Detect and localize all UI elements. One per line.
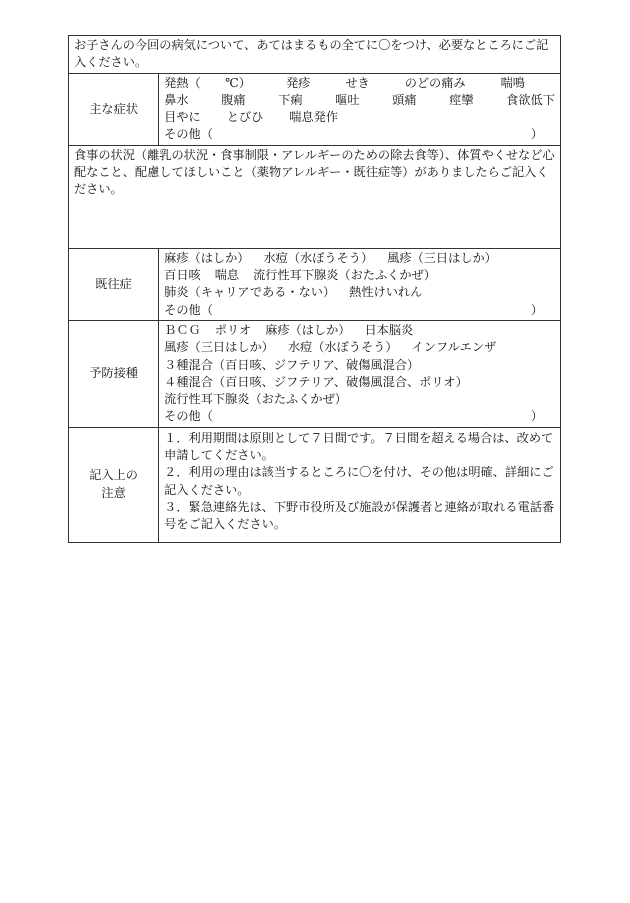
history-line-2 [164, 267, 555, 284]
symptom-impetigo[interactable]: とびひ [226, 110, 264, 125]
symptoms-row [69, 73, 561, 145]
symptom-appetite-loss[interactable]: 食欲低下 [506, 92, 555, 107]
symptom-fever[interactable]: 発熱（ ℃） [164, 75, 251, 90]
symptom-wheezing[interactable]: 喘鳴 [500, 75, 525, 90]
history-other-line[interactable] [164, 302, 555, 319]
history-line-3 [164, 284, 555, 301]
symptom-cough[interactable]: せき [345, 75, 370, 90]
history-rubella[interactable]: 風疹（三日はしか） [387, 250, 497, 265]
vaccine-japanese-encephalitis[interactable]: 日本脳炎 [364, 322, 414, 337]
notes-label-line-2: 注意 [101, 485, 126, 500]
vaccination-label: 予防接種 [69, 320, 159, 427]
symptom-vomiting[interactable]: 嘔吐 [335, 92, 360, 107]
vaccine-bcg[interactable]: ＢＣＧ [164, 322, 201, 337]
history-row [69, 248, 561, 320]
history-whooping-cough[interactable]: 百日咳 [164, 268, 201, 283]
illness-form-table [68, 35, 561, 543]
notes-label [69, 427, 159, 542]
intro-text: お子さんの今回の病気について、あてはまるもの全てに〇をつけ、必要なところにご記入ください。 [69, 36, 561, 74]
history-chickenpox[interactable]: 水痘（水ぼうそう） [263, 250, 374, 265]
symptoms-label: 主な症状 [69, 73, 159, 145]
note-item-3: ３．緊急連絡先は、下野市役所及び施設が保護者と連絡が取れる電話番号をご記入ください。 [164, 499, 555, 532]
meal-cell[interactable] [69, 145, 561, 248]
vaccination-other-line[interactable] [164, 408, 555, 425]
symptom-rash[interactable]: 発疹 [285, 75, 311, 90]
vaccination-other-open: その他（ [164, 409, 213, 424]
intro-row [69, 36, 561, 74]
symptom-convulsion[interactable]: 痙攣 [449, 92, 474, 107]
note-item-1: １．利用期間は原則として７日間です。７日間を超える場合は、改めて申請してください。 [164, 430, 554, 463]
symptoms-other-open: その他（ [164, 127, 213, 142]
history-pneumonia[interactable]: 肺炎（キャリアである・ない） [164, 285, 336, 300]
vaccination-line-2 [164, 339, 555, 356]
symptom-eye-discharge[interactable]: 目やに [164, 110, 201, 125]
symptom-sore-throat[interactable]: のどの痛み [404, 75, 466, 90]
symptom-asthma-attack[interactable]: 喘息発作 [289, 110, 339, 125]
history-febrile-seizure[interactable]: 熱性けいれん [349, 285, 423, 300]
notes-label-line-1: 記入上の [89, 468, 138, 483]
vaccination-other-close: ） [530, 409, 543, 424]
notes-row [69, 427, 561, 542]
history-other-open: その他（ [164, 302, 213, 317]
symptoms-line-1 [164, 75, 555, 92]
meal-row [69, 145, 561, 248]
history-measles[interactable]: 麻疹（はしか） [164, 250, 250, 265]
meal-text: 食事の状況（離乳の状況・食事制限・アレルギーのための除去食等）、体質やくせなど心配なこと、配慮してほしいこと（薬物アレルギー・既往症等）がありましたらご記入ください。 [74, 147, 555, 197]
symptom-headache[interactable]: 頭痛 [392, 92, 417, 107]
symptoms-line-2 [164, 92, 555, 109]
vaccine-measles[interactable]: 麻疹（はしか） [265, 322, 351, 337]
vaccine-mumps[interactable]: 流行性耳下腺炎（おたふくかぜ） [164, 392, 347, 407]
history-other-close: ） [530, 302, 543, 317]
vaccine-influenza[interactable]: インフルエンザ [411, 340, 497, 355]
symptoms-options [159, 73, 561, 145]
history-label: 既往症 [69, 248, 159, 320]
history-options [159, 248, 561, 320]
symptom-runny-nose[interactable]: 鼻水 [164, 92, 189, 107]
vaccine-dpt-ipv[interactable]: ４種混合（百日咳、ジフテリア、破傷風混合、ポリオ） [164, 374, 468, 389]
symptom-stomachache[interactable]: 腹痛 [221, 92, 246, 107]
vaccination-row [69, 320, 561, 427]
vaccine-polio[interactable]: ポリオ [214, 322, 252, 337]
vaccination-options [159, 320, 561, 427]
symptoms-other-close: ） [530, 127, 543, 142]
symptoms-other-line[interactable] [164, 126, 555, 143]
notes-list [159, 427, 561, 542]
vaccine-rubella[interactable]: 風疹（三日はしか） [164, 340, 274, 355]
vaccine-dpt[interactable]: ３種混合（百日咳、ジフテリア、破傷風混合） [164, 357, 420, 372]
history-mumps[interactable]: 流行性耳下腺炎（おたふくかぜ） [253, 268, 436, 283]
vaccine-chickenpox[interactable]: 水痘（水ぼうそう） [287, 340, 398, 355]
note-item-2: ２．利用の理由は該当するところに〇を付け、その他は明確、詳細にご記入ください。 [164, 465, 554, 497]
symptoms-line-3 [164, 109, 555, 126]
symptom-diarrhea[interactable]: 下痢 [278, 92, 303, 107]
history-line-1 [164, 250, 555, 267]
vaccination-line-1 [164, 322, 555, 339]
history-asthma[interactable]: 喘息 [214, 268, 240, 283]
